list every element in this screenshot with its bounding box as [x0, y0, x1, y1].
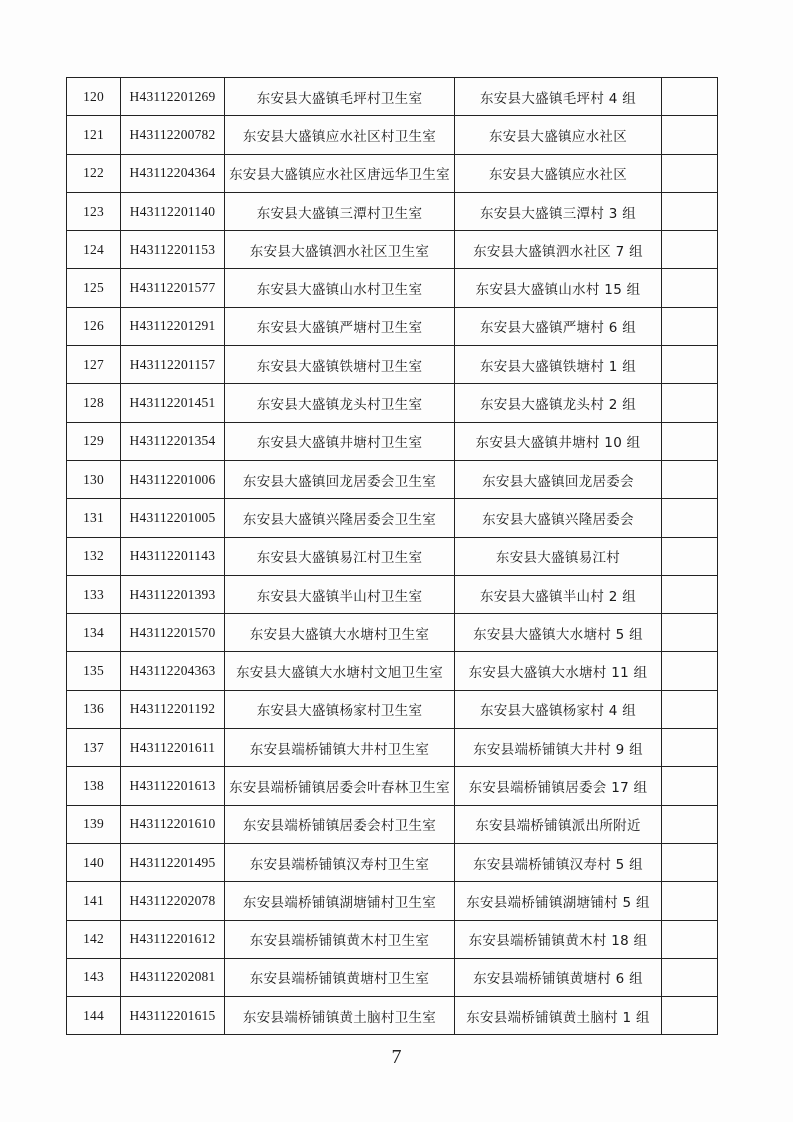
- table-row: [67, 192, 718, 230]
- institution-code: H43112201612: [121, 920, 225, 958]
- remarks-cell: [662, 269, 718, 307]
- clinic-address: 东安县端桥铺镇派出所附近: [455, 805, 662, 843]
- clinic-address: 东安县端桥铺镇汉寿村 5 组: [455, 843, 662, 881]
- remarks-cell: [662, 652, 718, 690]
- clinic-address: 东安县大盛镇应水社区: [455, 154, 662, 192]
- remarks-cell: [662, 690, 718, 728]
- table-row: [67, 422, 718, 460]
- remarks-cell: [662, 920, 718, 958]
- clinic-address: 东安县大盛镇应水社区: [455, 116, 662, 154]
- row-number: 125: [67, 269, 121, 307]
- clinic-name: 东安县端桥铺镇黄土脑村卫生室: [225, 997, 455, 1035]
- row-number: 130: [67, 460, 121, 498]
- institution-code: H43112201610: [121, 805, 225, 843]
- institution-code: H43112201143: [121, 537, 225, 575]
- clinic-name: 东安县大盛镇三潭村卫生室: [225, 192, 455, 230]
- clinic-name: 东安县大盛镇毛坪村卫生室: [225, 78, 455, 116]
- row-number: 128: [67, 384, 121, 422]
- table-row: [67, 690, 718, 728]
- clinic-name: 东安县大盛镇半山村卫生室: [225, 575, 455, 613]
- clinic-address: 东安县大盛镇泗水社区 7 组: [455, 231, 662, 269]
- clinic-address: 东安县端桥铺镇黄土脑村 1 组: [455, 997, 662, 1035]
- table-row: [67, 767, 718, 805]
- clinic-name: 东安县大盛镇山水村卫生室: [225, 269, 455, 307]
- row-number: 120: [67, 78, 121, 116]
- remarks-cell: [662, 116, 718, 154]
- remarks-cell: [662, 958, 718, 996]
- remarks-cell: [662, 154, 718, 192]
- clinic-address: 东安县大盛镇三潭村 3 组: [455, 192, 662, 230]
- row-number: 121: [67, 116, 121, 154]
- clinic-address: 东安县大盛镇杨家村 4 组: [455, 690, 662, 728]
- table-row: [67, 652, 718, 690]
- clinic-address: 东安县端桥铺镇大井村 9 组: [455, 729, 662, 767]
- table-row: [67, 307, 718, 345]
- clinic-address: 东安县大盛镇井塘村 10 组: [455, 422, 662, 460]
- row-number: 139: [67, 805, 121, 843]
- table-row: [67, 460, 718, 498]
- clinic-name: 东安县大盛镇兴隆居委会卫生室: [225, 499, 455, 537]
- clinic-name: 东安县大盛镇铁塘村卫生室: [225, 346, 455, 384]
- remarks-cell: [662, 614, 718, 652]
- table-row: [67, 154, 718, 192]
- row-number: 126: [67, 307, 121, 345]
- institution-code: H43112201157: [121, 346, 225, 384]
- remarks-cell: [662, 78, 718, 116]
- row-number: 141: [67, 882, 121, 920]
- remarks-cell: [662, 575, 718, 613]
- remarks-cell: [662, 843, 718, 881]
- remarks-cell: [662, 537, 718, 575]
- row-number: 123: [67, 192, 121, 230]
- remarks-cell: [662, 997, 718, 1035]
- institution-code: H43112201291: [121, 307, 225, 345]
- clinic-address: 东安县端桥铺镇黄塘村 6 组: [455, 958, 662, 996]
- clinic-address: 东安县大盛镇大水塘村 5 组: [455, 614, 662, 652]
- institution-code: H43112201570: [121, 614, 225, 652]
- table-row: [67, 231, 718, 269]
- clinic-address: 东安县大盛镇铁塘村 1 组: [455, 346, 662, 384]
- institution-code: H43112201495: [121, 843, 225, 881]
- table-row: [67, 882, 718, 920]
- institution-code: H43112201354: [121, 422, 225, 460]
- table-row: [67, 537, 718, 575]
- row-number: 135: [67, 652, 121, 690]
- institution-code: H43112202078: [121, 882, 225, 920]
- clinic-name: 东安县端桥铺镇汉寿村卫生室: [225, 843, 455, 881]
- table-row: [67, 575, 718, 613]
- clinic-name: 东安县大盛镇龙头村卫生室: [225, 384, 455, 422]
- institution-code: H43112201611: [121, 729, 225, 767]
- table-row: [67, 269, 718, 307]
- row-number: 131: [67, 499, 121, 537]
- row-number: 138: [67, 767, 121, 805]
- institution-code: H43112204363: [121, 652, 225, 690]
- clinic-name: 东安县大盛镇井塘村卫生室: [225, 422, 455, 460]
- table-row: [67, 997, 718, 1035]
- clinic-address: 东安县大盛镇回龙居委会: [455, 460, 662, 498]
- institution-code: H43112201006: [121, 460, 225, 498]
- institution-code: H43112201269: [121, 78, 225, 116]
- clinic-name: 东安县大盛镇严塘村卫生室: [225, 307, 455, 345]
- institution-code: H43112202081: [121, 958, 225, 996]
- clinic-name: 东安县端桥铺镇湖塘铺村卫生室: [225, 882, 455, 920]
- clinic-name: 东安县端桥铺镇大井村卫生室: [225, 729, 455, 767]
- clinic-address: 东安县大盛镇半山村 2 组: [455, 575, 662, 613]
- clinic-table: [66, 77, 718, 1035]
- row-number: 137: [67, 729, 121, 767]
- clinic-name: 东安县大盛镇应水社区村卫生室: [225, 116, 455, 154]
- table-row: [67, 805, 718, 843]
- page-number: 7: [391, 1046, 402, 1068]
- row-number: 122: [67, 154, 121, 192]
- remarks-cell: [662, 882, 718, 920]
- clinic-name: 东安县大盛镇泗水社区卫生室: [225, 231, 455, 269]
- institution-code: H43112201393: [121, 575, 225, 613]
- clinic-address: 东安县大盛镇易江村: [455, 537, 662, 575]
- row-number: 136: [67, 690, 121, 728]
- institution-code: H43112201153: [121, 231, 225, 269]
- clinic-name: 东安县大盛镇大水塘村卫生室: [225, 614, 455, 652]
- clinic-address: 东安县大盛镇毛坪村 4 组: [455, 78, 662, 116]
- row-number: 142: [67, 920, 121, 958]
- clinic-address: 东安县大盛镇兴隆居委会: [455, 499, 662, 537]
- table-row: [67, 958, 718, 996]
- clinic-name: 东安县端桥铺镇黄木村卫生室: [225, 920, 455, 958]
- clinic-name: 东安县大盛镇回龙居委会卫生室: [225, 460, 455, 498]
- row-number: 127: [67, 346, 121, 384]
- clinic-name: 东安县大盛镇应水社区唐远华卫生室: [225, 154, 455, 192]
- institution-code: H43112201615: [121, 997, 225, 1035]
- institution-code: H43112201140: [121, 192, 225, 230]
- remarks-cell: [662, 499, 718, 537]
- remarks-cell: [662, 384, 718, 422]
- remarks-cell: [662, 729, 718, 767]
- table-row: [67, 614, 718, 652]
- clinic-address: 东安县端桥铺镇湖塘铺村 5 组: [455, 882, 662, 920]
- remarks-cell: [662, 231, 718, 269]
- remarks-cell: [662, 805, 718, 843]
- row-number: 133: [67, 575, 121, 613]
- row-number: 140: [67, 843, 121, 881]
- remarks-cell: [662, 346, 718, 384]
- clinic-name: 东安县端桥铺镇黄塘村卫生室: [225, 958, 455, 996]
- table-row: [67, 116, 718, 154]
- clinic-address: 东安县大盛镇大水塘村 11 组: [455, 652, 662, 690]
- clinic-name: 东安县大盛镇易江村卫生室: [225, 537, 455, 575]
- clinic-address: 东安县端桥铺镇居委会 17 组: [455, 767, 662, 805]
- clinic-address: 东安县大盛镇山水村 15 组: [455, 269, 662, 307]
- row-number: 143: [67, 958, 121, 996]
- row-number: 124: [67, 231, 121, 269]
- table-row: [67, 729, 718, 767]
- clinic-address: 东安县端桥铺镇黄木村 18 组: [455, 920, 662, 958]
- clinic-name: 东安县端桥铺镇居委会叶春林卫生室: [225, 767, 455, 805]
- remarks-cell: [662, 460, 718, 498]
- institution-code: H43112204364: [121, 154, 225, 192]
- row-number: 132: [67, 537, 121, 575]
- institution-code: H43112200782: [121, 116, 225, 154]
- clinic-name: 东安县大盛镇杨家村卫生室: [225, 690, 455, 728]
- remarks-cell: [662, 422, 718, 460]
- institution-code: H43112201005: [121, 499, 225, 537]
- row-number: 134: [67, 614, 121, 652]
- table-row: [67, 346, 718, 384]
- remarks-cell: [662, 192, 718, 230]
- clinic-address: 东安县大盛镇严塘村 6 组: [455, 307, 662, 345]
- clinic-name: 东安县端桥铺镇居委会村卫生室: [225, 805, 455, 843]
- table-row: [67, 843, 718, 881]
- clinic-name: 东安县大盛镇大水塘村文旭卫生室: [225, 652, 455, 690]
- institution-code: H43112201451: [121, 384, 225, 422]
- row-number: 144: [67, 997, 121, 1035]
- remarks-cell: [662, 767, 718, 805]
- table-row: [67, 920, 718, 958]
- table-body: [67, 78, 718, 1035]
- row-number: 129: [67, 422, 121, 460]
- institution-code: H43112201577: [121, 269, 225, 307]
- table-row: [67, 499, 718, 537]
- institution-code: H43112201613: [121, 767, 225, 805]
- table-row: [67, 384, 718, 422]
- remarks-cell: [662, 307, 718, 345]
- clinic-address: 东安县大盛镇龙头村 2 组: [455, 384, 662, 422]
- table-row: [67, 78, 718, 116]
- institution-code: H43112201192: [121, 690, 225, 728]
